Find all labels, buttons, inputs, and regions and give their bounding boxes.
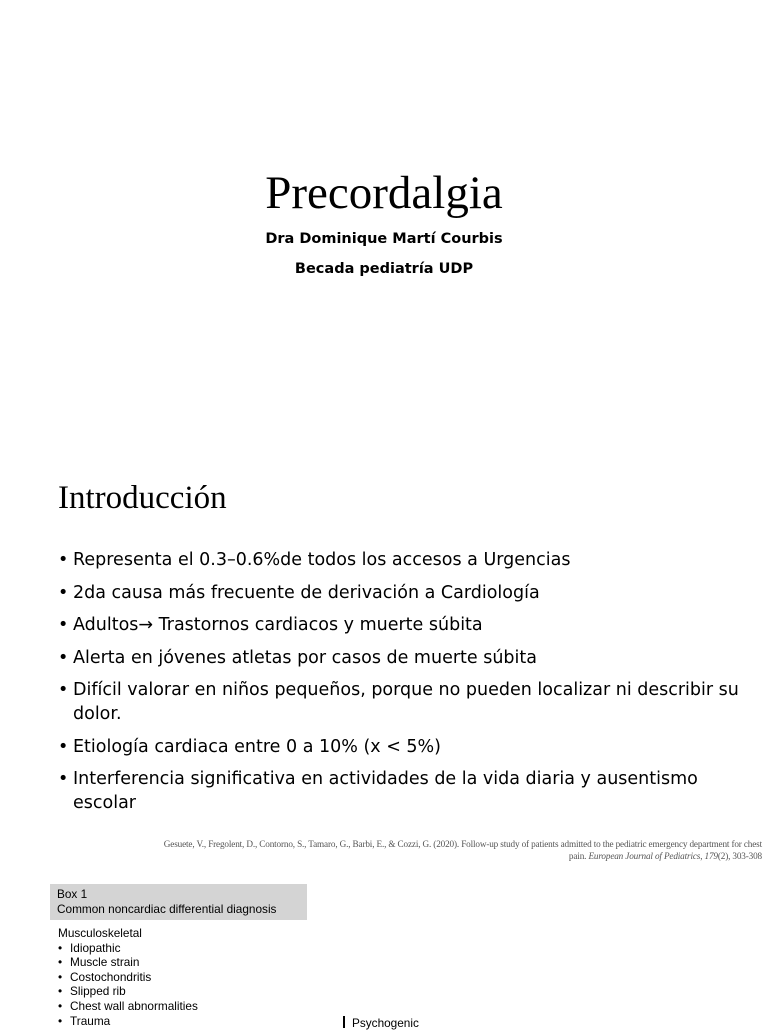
citation-line-1: Gesuete, V., Fregolent, D., Contorno, S., Tamaro, G., Barbi, E., & Cozzi, G. (2020). Follow-up study of patients admitted to the pediatric emergency department for chest (163, 839, 762, 849)
slide-heading: Introducción (58, 480, 227, 516)
bullet-text: Interferencia significativa en actividades de la vida diaria y ausentismo escolar (73, 769, 698, 813)
citation-volume: 179 (704, 851, 718, 861)
box-body (50, 920, 307, 1034)
box-item: • Chest wall abnormalities (58, 998, 198, 1013)
bullet-icon: • (58, 647, 69, 668)
bullet-icon: • (58, 984, 63, 999)
diagnosis-box (50, 884, 307, 1034)
bullet-icon: • (58, 769, 69, 789)
slide-title: Precordalgia (265, 167, 503, 219)
bullet-icon: • (58, 1013, 63, 1028)
bullet-icon: • (58, 955, 63, 970)
bullet-icon: • (58, 736, 69, 757)
list-item (58, 548, 748, 572)
bullet-text: Representa el 0.3–0.6%de todos los accesos a Urgencias (73, 550, 571, 570)
list-item (58, 735, 748, 759)
column-divider (343, 1016, 345, 1028)
citation (90, 838, 762, 862)
citation-line-2: pain. European Journal of Pediatrics, 179(2), 303-308 (568, 851, 762, 861)
bullet-icon: • (58, 998, 63, 1013)
list-item (58, 646, 748, 670)
bullet-icon: • (58, 680, 69, 700)
list-item (58, 613, 748, 637)
bullet-text: Adultos→ Trastornos cardiacos y muerte súbita (73, 615, 483, 635)
list-item (58, 767, 748, 815)
bullet-text: Alerta en jóvenes atletas por casos de muerte súbita (73, 647, 537, 668)
bullet-list (58, 548, 748, 824)
box-item: • Slipped rib (58, 984, 126, 999)
bullet-icon: • (58, 615, 69, 635)
title-slide (0, 0, 768, 450)
list-item (58, 581, 748, 605)
bullet-icon: • (58, 969, 63, 984)
box-item: • Muscle strain (58, 955, 140, 970)
bullet-text: Etiología cardiaca entre 0 a 10% (x < 5%) (73, 736, 442, 757)
bullet-icon: • (58, 940, 63, 955)
box-category-partial: Psychogenic (352, 1016, 419, 1030)
author-name: Dra Dominique Martí Courbis (265, 231, 503, 247)
box-item: • Idiopathic (58, 940, 121, 955)
citation-journal: European Journal of Pediatrics (588, 851, 701, 861)
intro-slide (0, 450, 768, 1030)
box-label: Box 1 (57, 887, 88, 901)
author-role: Becada pediatría UDP (294, 261, 474, 277)
bullet-icon: • (58, 550, 69, 570)
box-title: Common noncardiac differential diagnosis (57, 902, 277, 916)
box-category: Musculoskeletal (58, 926, 142, 940)
box-item: • Trauma (58, 1013, 111, 1028)
bullet-icon: • (58, 582, 69, 603)
box-item: • Costochondritis (58, 969, 152, 984)
bullet-text: 2da causa más frecuente de derivación a Cardiología (73, 582, 540, 603)
list-item (58, 678, 748, 726)
bullet-text: Difícil valorar en niños pequeños, porque no pueden localizar ni describir su dolor. (73, 680, 739, 724)
box-header (50, 884, 307, 920)
